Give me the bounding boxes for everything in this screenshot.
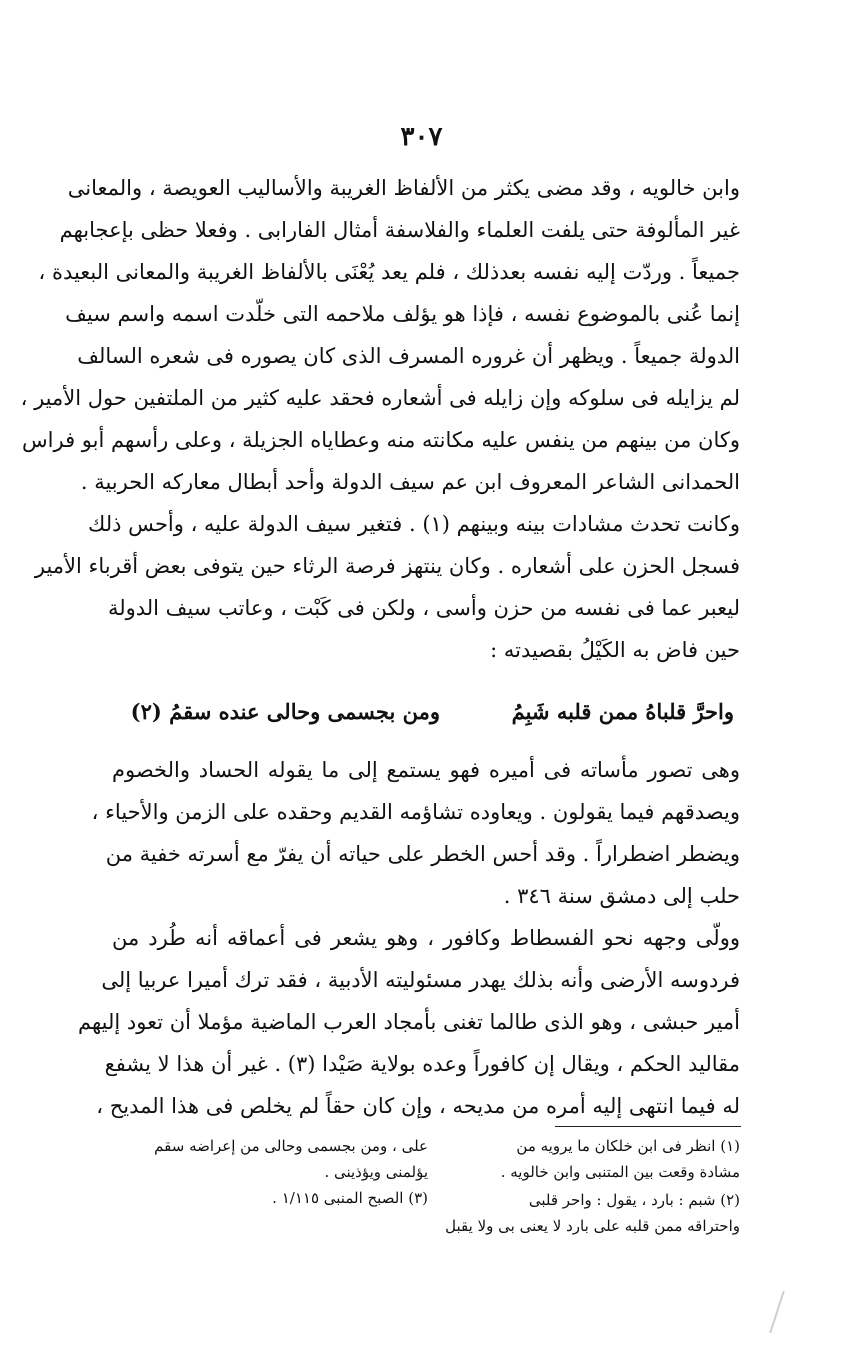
body-line: الدولة جميعاً . ويظهر أن غروره المسرف الذى كان يصوره فى شعره السالف — [77, 344, 740, 368]
body-line: فسجل الحزن على أشعاره . وكان ينتهز فرصة الرثاء حين يتوفى بعض أقرباء الأمير — [34, 554, 740, 578]
body-line: جميعاً . وردّت إليه نفسه بعدذلك ، فلم يعد يُعْنَى بالألفاظ الغريبة والمعانى البعيدة ، — [38, 260, 740, 284]
body-line: ليعبر عما فى نفسه من حزن وأسى ، ولكن فى كَبْت ، وعاتب سيف الدولة — [107, 596, 740, 620]
body-line: إنما عُنى بالموضوع نفسه ، فإذا هو يؤلف ملاحمه التى خلّدت اسمه واسم سيف — [65, 302, 740, 326]
footnote-line: مشادة وقعت بين المتنبى وابن خالويه . — [500, 1163, 740, 1181]
body-line: غير المألوفة حتى يلفت العلماء والفلاسفة أمثال الفارابى . وفعلا حظى بإعجابهم — [59, 218, 740, 242]
body-line: وكان من بينهم من ينفس عليه مكانته منه وعطاياه الجزيلة ، وعلى رأسهم أبو فراس — [22, 428, 740, 452]
footnote-line: واحتراقه ممن قلبه على بارد لا يعنى بى ولا يقبل — [445, 1217, 740, 1235]
body-line: أمير حبشى ، وهو الذى طالما تغنى بأمجاد العرب الماضية مؤملا أن تعود إليهم — [78, 1010, 740, 1034]
body-line: مقاليد الحكم ، ويقال إن كافوراً وعده بولاية صَيْدا (٣) . غير أن هذا لا يشفع — [104, 1052, 740, 1076]
body-line: حلب إلى دمشق سنة ٣٤٦ . — [503, 884, 740, 908]
footnote-line: يؤلمنى ويؤذينى . — [324, 1163, 428, 1181]
body-line: فردوسه الأرضى وأنه بذلك يهدر مسئوليته الأدبية ، فقد ترك أميرا عربيا إلى — [101, 968, 740, 992]
body-line: وهى تصور مأساته فى أميره فهو يستمع إلى ما يقوله الحساد والخصوم — [112, 758, 740, 782]
body-line: الحمدانى الشاعر المعروف ابن عم سيف الدولة وأحد أبطال معاركه الحربية . — [80, 470, 740, 494]
body-line: حين فاض به الكَيْلُ بقصيدته : — [490, 638, 740, 662]
footnote-line: على ، ومن بجسمى وحالى من إعراضه سقم — [154, 1137, 428, 1155]
body-line: وكانت تحدث مشادات بينه وبينهم (١) . فتغير سيف الدولة عليه ، وأحس ذلك — [88, 512, 740, 536]
footnote-line: (١) انظر فى ابن خلكان ما يرويه من — [516, 1137, 740, 1155]
body-line: وابن خالويه ، وقد مضى يكثر من الألفاظ الغريبة والأساليب العويصة ، والمعانى — [67, 176, 740, 200]
footnote-line: (٢) شبم : بارد ، يقول : واحر قلبى — [528, 1191, 740, 1209]
body-line: وولّى وجهه نحو الفسطاط وكافور ، وهو يشعر فى أعماقه أنه طُرد من — [112, 926, 740, 950]
page-number: ٣٠٧ — [400, 122, 443, 152]
verse-second-hemistich: ومن بجسمى وحالى عنده سقمُ (٢) — [130, 699, 440, 724]
body-line: لم يزايله فى سلوكه وإن زايله فى أشعاره فحقد عليه كثير من الملتفين حول الأمير ، — [20, 386, 740, 410]
body-line: ويصدقهم فيما يقولون . ويعاوده تشاؤمه القديم وحقده على الزمن والأحياء ، — [91, 800, 740, 824]
body-line: ويضطر اضطراراً . وقد أحس الخطر على حياته أن يفرّ مع أسرته خفية من — [105, 842, 740, 866]
scan-mark — [769, 1291, 784, 1333]
body-line: له فيما انتهى إليه أمره من مديحه ، وإن كان حقاً لم يخلص فى هذا المديح ، — [96, 1094, 740, 1118]
footnote-line: (٣) الصبح المنبى ١/١١٥ . — [272, 1189, 428, 1207]
verse-first-hemistich: واحرَّ قلباهُ ممن قلبه شَبِمُ — [511, 699, 734, 724]
footnote-divider — [555, 1126, 741, 1127]
